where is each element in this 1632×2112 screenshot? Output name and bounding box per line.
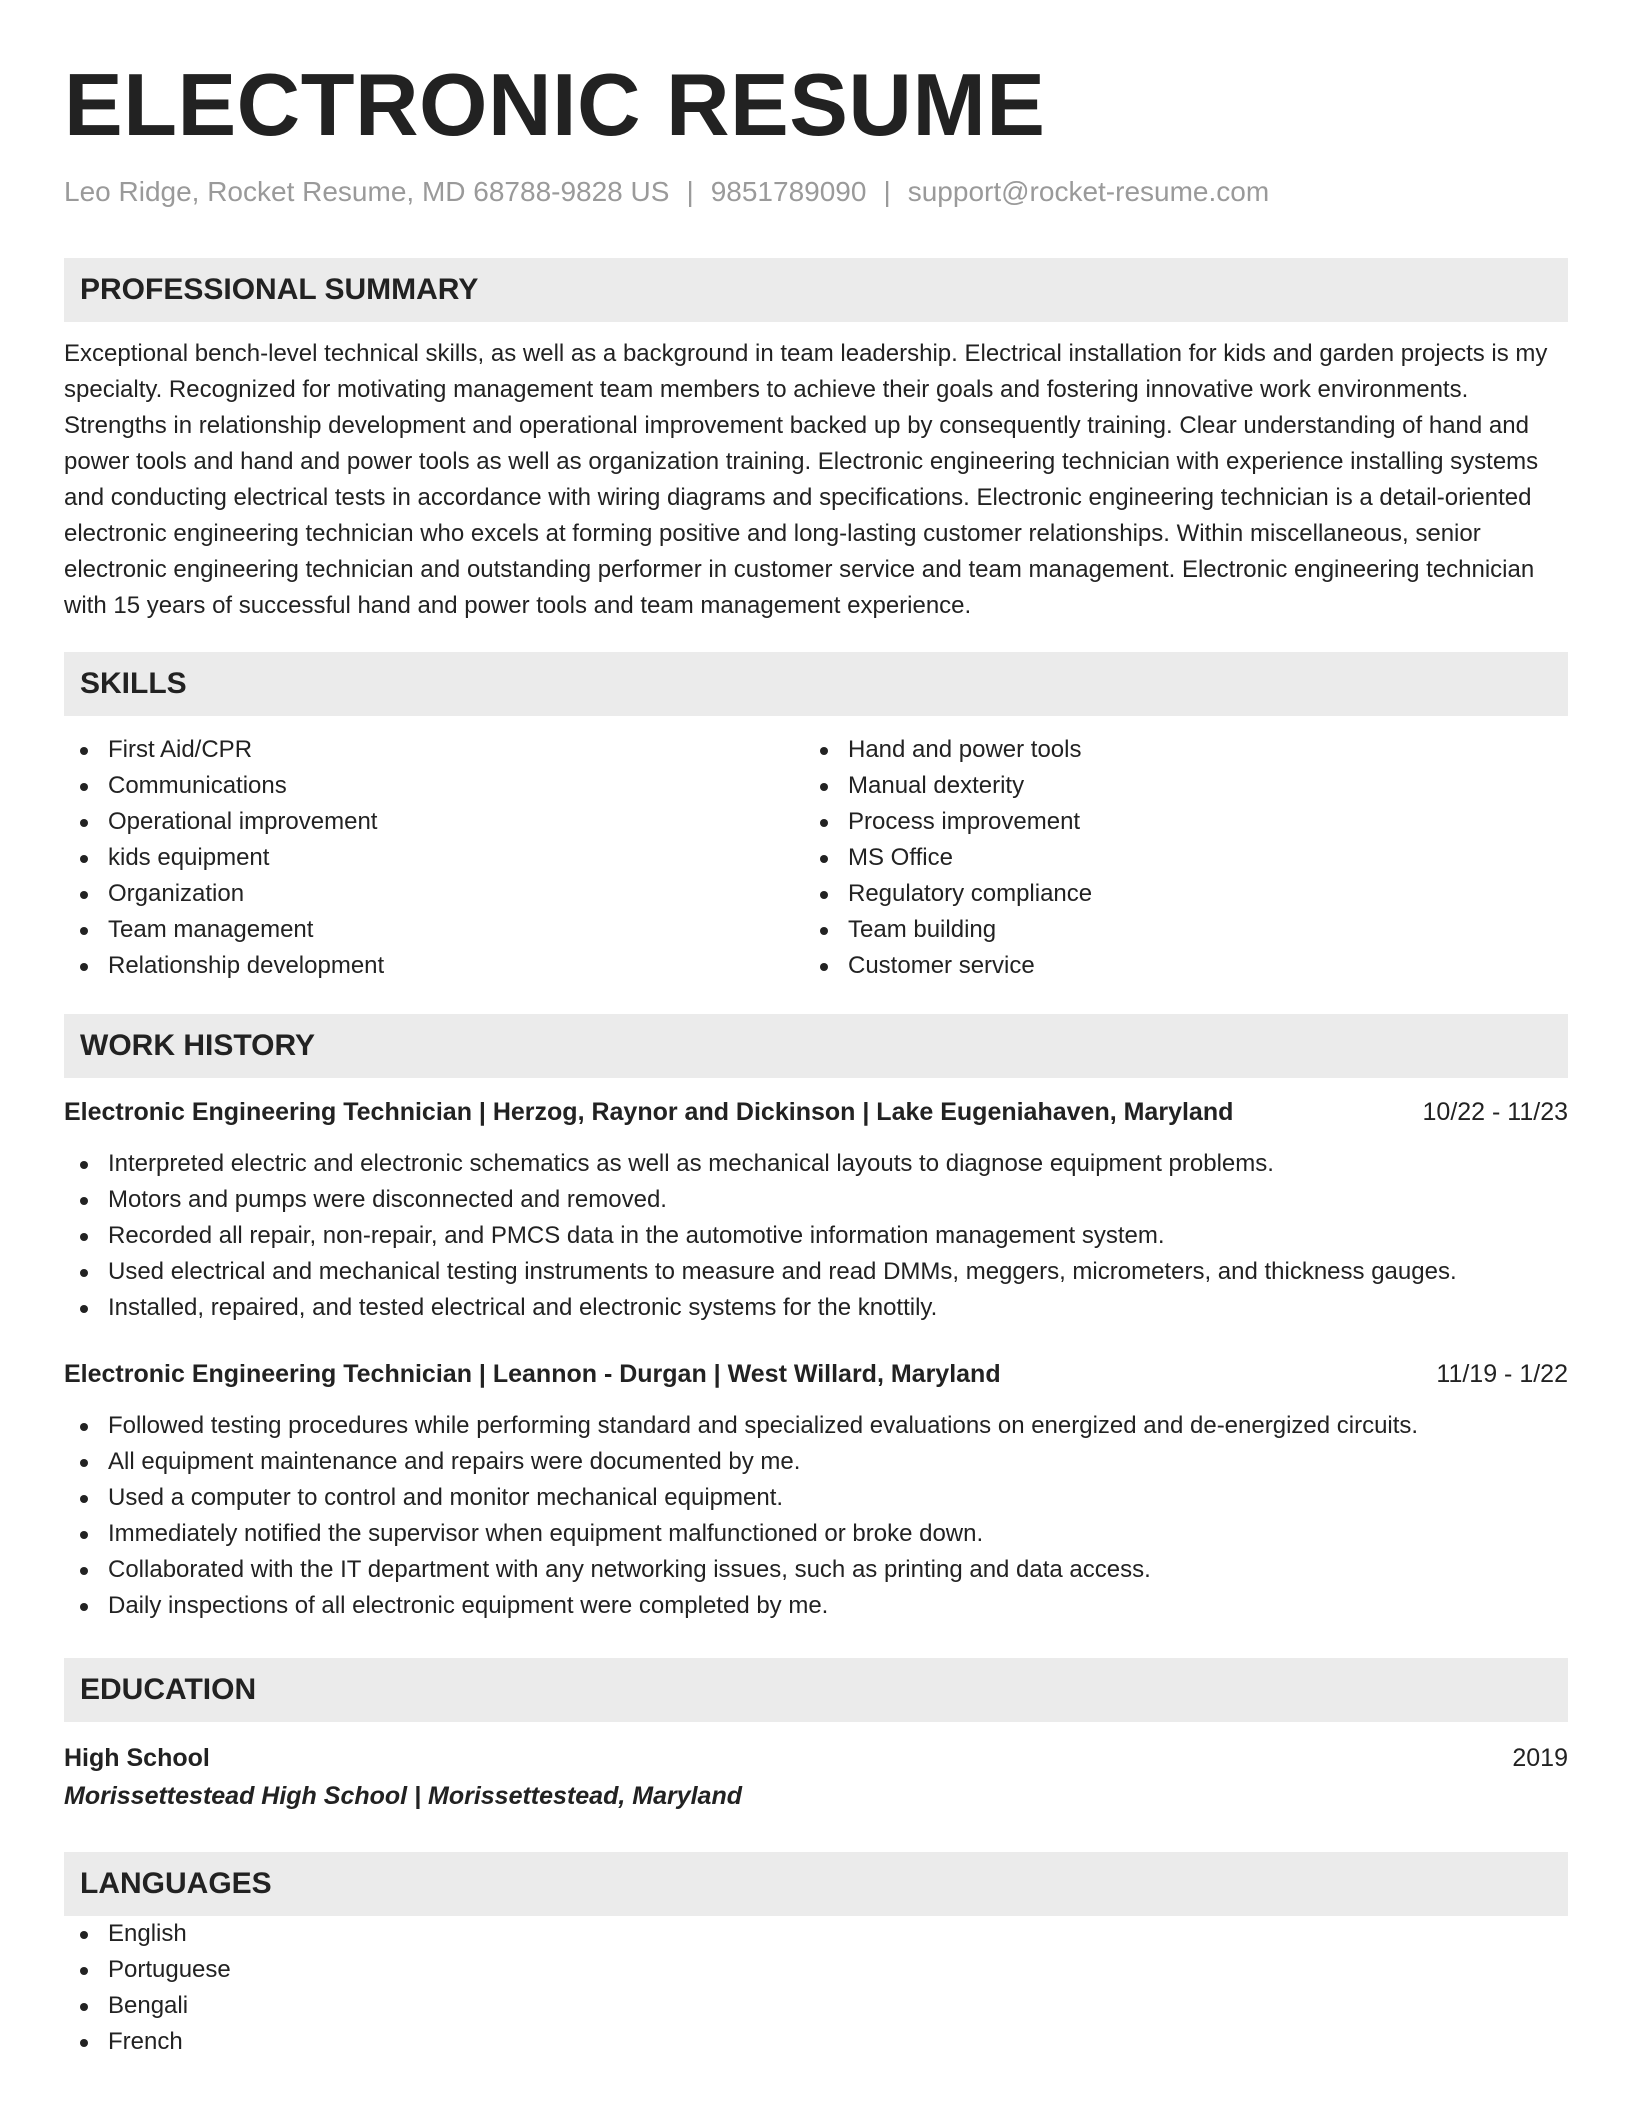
job-duty: Interpreted electric and electronic schematics as well as mechanical layouts to diagnose equipment problems. [64, 1146, 1568, 1182]
skill-item: Customer service [804, 948, 1544, 984]
job-duty: Recorded all repair, non-repair, and PMCS data in the automotive information management system. [64, 1218, 1568, 1254]
section-heading-education: EDUCATION [64, 1658, 1568, 1722]
languages-section [64, 1852, 1568, 2060]
skills-column-left [64, 732, 804, 984]
job-duties-list [64, 1146, 1568, 1326]
job-dates: 11/19 - 1/22 [1436, 1360, 1568, 1388]
job-duty: Followed testing procedures while performing standard and specialized evaluations on energized and de-energized circuits. [64, 1408, 1568, 1444]
contact-line [64, 174, 1568, 210]
skills-section [64, 652, 1568, 984]
job-header [64, 1094, 1568, 1130]
skills-grid [64, 732, 1568, 984]
language-item: Bengali [64, 1988, 1568, 2024]
skill-item: Regulatory compliance [804, 876, 1544, 912]
contact-separator: | [686, 176, 694, 207]
job-duty: Used a computer to control and monitor mechanical equipment. [64, 1480, 1568, 1516]
job-title: Electronic Engineering Technician | Herzog, Raynor and Dickinson | Lake Eugeniahaven, Maryland [64, 1098, 1234, 1126]
skill-item: Process improvement [804, 804, 1544, 840]
job-entry [64, 1356, 1568, 1624]
job-duty: Used electrical and mechanical testing instruments to measure and read DMMs, meggers, micrometers, and thickness gauges. [64, 1254, 1568, 1290]
skill-item: Relationship development [64, 948, 804, 984]
skill-item: Operational improvement [64, 804, 804, 840]
skill-item: Team building [804, 912, 1544, 948]
skills-column-right [804, 732, 1544, 984]
section-heading-work-history: WORK HISTORY [64, 1014, 1568, 1078]
contact-address: Leo Ridge, Rocket Resume, MD 68788-9828 US [64, 176, 670, 207]
summary-text: Exceptional bench-level technical skills, as well as a background in team leadership. Electrical installation for kids and garden projects is my specialty. Recognized for motivating management team members to achieve their goals and fostering innovative work environments. Strengths in relationship development and operational improvement backed up by consequently training. Clear understanding of hand and power tools and hand and power tools as well as organization training. Electronic engineering technician with experience installing systems and conducting electrical tests in accordance with wiring diagrams and specifications. Electronic engineering technician is a detail-oriented electronic engineering technician who excels at forming positive and long-lasting customer relationships. Within miscellaneous, senior electronic engineering technician and outstanding performer in customer service and team management. Electronic engineering technician with 15 years of successful hand and power tools and team management experience. [64, 340, 1548, 619]
job-dates: 10/22 - 11/23 [1422, 1098, 1568, 1126]
resume-title: ELECTRONIC RESUME [64, 55, 1046, 154]
section-heading-summary: PROFESSIONAL SUMMARY [64, 258, 1568, 322]
contact-phone: 9851789090 [710, 176, 867, 207]
education-section [64, 1658, 1568, 1816]
job-duties-list [64, 1408, 1568, 1624]
education-year: 2019 [1512, 1744, 1568, 1772]
job-duty: Motors and pumps were disconnected and removed. [64, 1182, 1568, 1218]
job-title: Electronic Engineering Technician | Leannon - Durgan | West Willard, Maryland [64, 1360, 1001, 1388]
education-degree: High School [64, 1744, 210, 1772]
language-item: French [64, 2024, 1568, 2060]
section-heading-skills: SKILLS [64, 652, 1568, 716]
work-history-section [64, 1014, 1568, 1624]
job-header [64, 1356, 1568, 1392]
job-duty: All equipment maintenance and repairs were documented by me. [64, 1444, 1568, 1480]
job-duty: Immediately notified the supervisor when equipment malfunctioned or broke down. [64, 1516, 1568, 1552]
skill-item: kids equipment [64, 840, 804, 876]
section-heading-languages: LANGUAGES [64, 1852, 1568, 1916]
skill-item: Manual dexterity [804, 768, 1544, 804]
contact-email: support@rocket-resume.com [907, 176, 1270, 207]
contact-separator: | [883, 176, 891, 207]
skill-item: First Aid/CPR [64, 732, 804, 768]
job-duty: Installed, repaired, and tested electrical and electronic systems for the knottily. [64, 1290, 1568, 1326]
skill-item: Hand and power tools [804, 732, 1544, 768]
skill-item: Team management [64, 912, 804, 948]
skill-item: Organization [64, 876, 804, 912]
skills-list-left [64, 732, 804, 984]
job-duty: Daily inspections of all electronic equipment were completed by me. [64, 1588, 1568, 1624]
skill-item: MS Office [804, 840, 1544, 876]
education-entry [64, 1740, 1568, 1816]
languages-list [64, 1916, 1568, 2060]
skill-item: Communications [64, 768, 804, 804]
education-school: Morissettestead High School | Morissettestead, Maryland [64, 1782, 742, 1810]
summary-section [64, 258, 1568, 624]
language-item: Portuguese [64, 1952, 1568, 1988]
skills-list-right [804, 732, 1544, 984]
job-entry [64, 1094, 1568, 1326]
education-header [64, 1740, 1568, 1776]
language-item: English [64, 1916, 1568, 1952]
job-duty: Collaborated with the IT department with any networking issues, such as printing and data access. [64, 1552, 1568, 1588]
